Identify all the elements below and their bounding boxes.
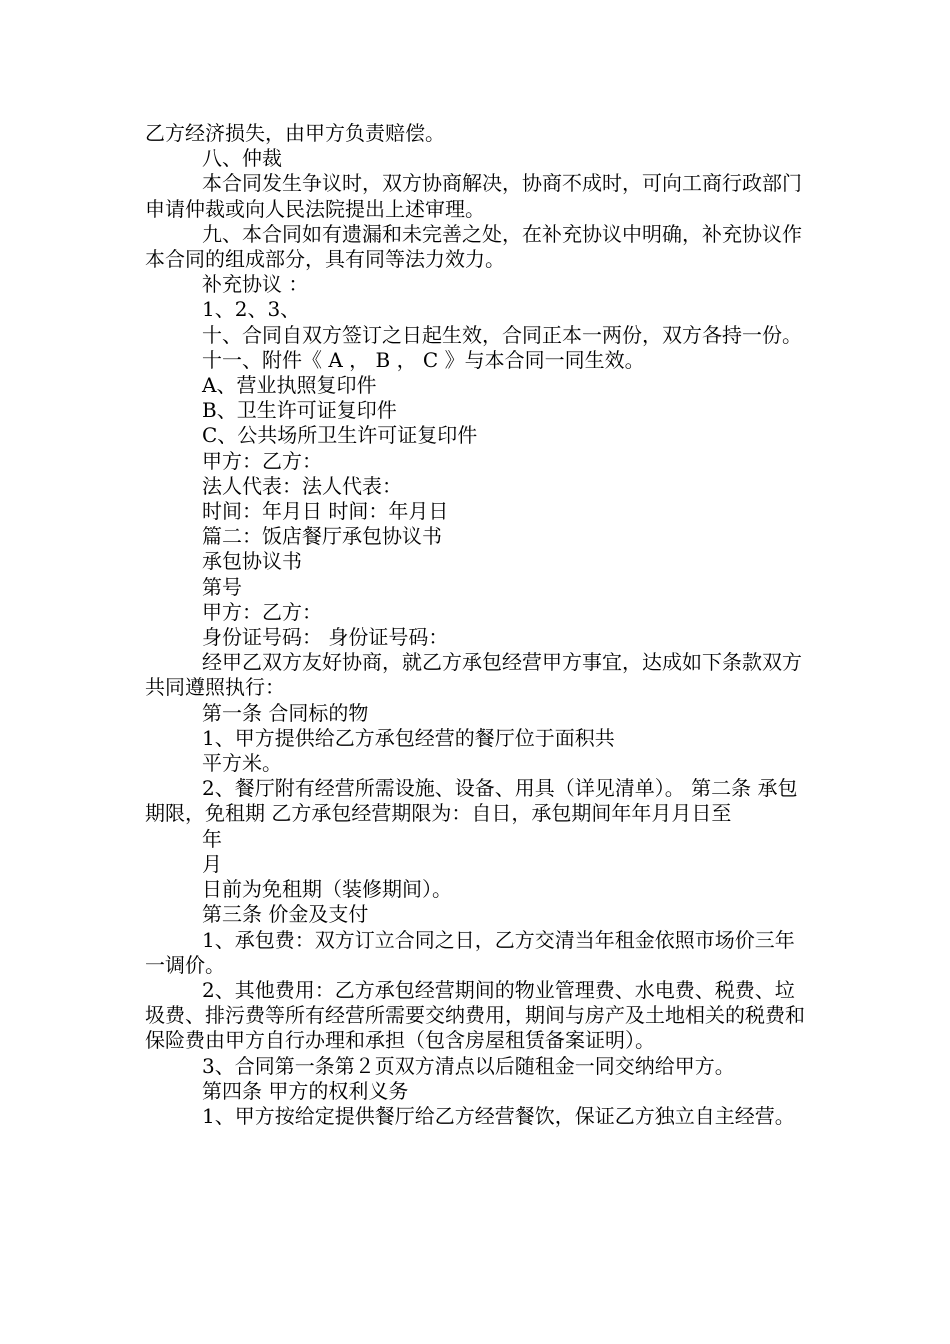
paragraph: 1、甲方提供给乙方承包经营的餐厅位于面积共 xyxy=(202,725,615,750)
paragraph: 本合同发生争议时，双方协商解决，协商不成时，可向工商行政部门申请仲裁或向人民法院提出上述审理。 xyxy=(145,171,802,221)
paragraph: 承包协议书 xyxy=(202,549,302,574)
paragraph: 1、2、3、 xyxy=(202,297,301,322)
paragraph: 2、其他费用：乙方承包经营期间的物业管理费、水电费、税费、垃圾费、排污费等所有经营所需要交纳费用，期间与房产及土地相关的税费和保险费由甲方自行办理和承担（包含房屋租赁备案证明）。 xyxy=(145,977,805,1053)
paragraph: 法人代表：法人代表： xyxy=(202,473,402,498)
paragraph: 时间：年月日 时间：年月日 xyxy=(202,499,449,524)
paragraph: 甲方：乙方： xyxy=(202,448,322,473)
paragraph: 年 xyxy=(202,826,222,851)
paragraph: 第号 xyxy=(202,574,242,599)
paragraph: 乙方经济损失，由甲方负责赔偿。 xyxy=(145,121,445,145)
paragraph: 月 xyxy=(202,851,222,876)
paragraph: 日前为免租期（装修期间）。 xyxy=(202,877,452,902)
paragraph: 1、甲方按给定提供餐厅给乙方经营餐饮，保证乙方独立自主经营。 xyxy=(202,1103,795,1128)
paragraph: 第三条 价金及支付 xyxy=(202,902,369,927)
paragraph: 3、合同第一条第２页双方清点以后随租金一同交纳给甲方。 xyxy=(202,1053,735,1078)
paragraph: A、营业执照复印件 xyxy=(202,373,377,398)
paragraph: B、卫生许可证复印件 xyxy=(202,398,397,423)
paragraph: 补充协议 ： xyxy=(202,272,309,297)
paragraph: 第四条 甲方的权利义务 xyxy=(202,1078,409,1103)
paragraph: 第一条 合同标的物 xyxy=(202,700,369,725)
paragraph: 九、本合同如有遗漏和未完善之处，在补充协议中明确，补充协议作本合同的组成部分，具有同等法力效力。 xyxy=(145,221,802,272)
paragraph: 平方米。 xyxy=(202,751,282,776)
paragraph: 篇二：饭店餐厅承包协议书 xyxy=(202,524,442,549)
paragraph: 身份证号码： 身份证号码： xyxy=(202,625,449,650)
paragraph: 经甲乙双方友好协商，就乙方承包经营甲方事宜，达成如下条款双方共同遵照执行： xyxy=(145,650,802,700)
paragraph: 2、餐厅附有经营所需设施、设备、用具（详见清单）。 第二条 承包期限，免租期 乙方承包经营期限为：自日，承包期间年年月月日至 xyxy=(145,776,798,826)
paragraph: 甲方：乙方： xyxy=(202,599,322,624)
paragraph: 1、承包费：双方订立合同之日，乙方交清当年租金依照市场价三年一调价。 xyxy=(145,927,795,977)
paragraph: C、公共场所卫生许可证复印件 xyxy=(202,423,478,448)
paragraph: 八、仲裁 xyxy=(202,146,282,171)
paragraph: 十、合同自双方签订之日起生效，合同正本一两份，双方各持一份。 xyxy=(202,322,802,347)
paragraph: 十一、附件《 A ， B ， C 》与本合同一同生效。 xyxy=(202,347,645,372)
document-body xyxy=(145,121,810,1129)
